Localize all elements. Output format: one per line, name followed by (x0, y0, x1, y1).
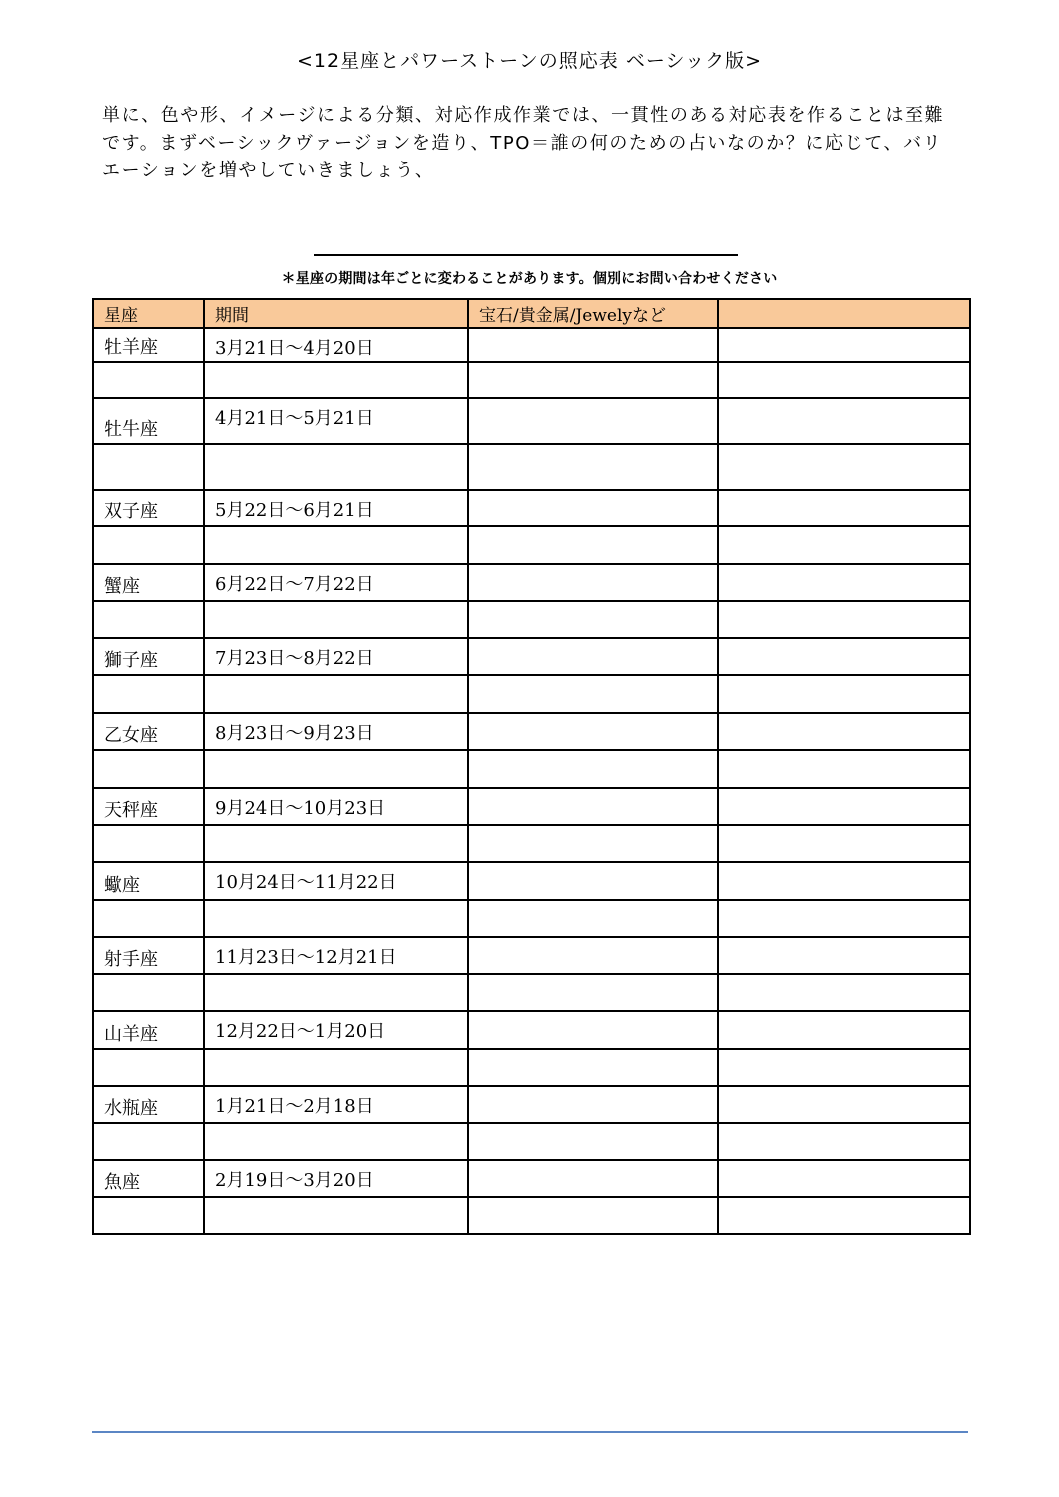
blank-cell (718, 974, 970, 1011)
blank-cell (718, 601, 970, 638)
table-row-blank (93, 362, 970, 398)
stone-cell (468, 398, 718, 444)
sign-cell: 水瓶座 (93, 1086, 204, 1123)
stone-cell (468, 328, 718, 362)
period-cell: 7月23日〜8月22日 (204, 638, 468, 675)
table-row-blank (93, 825, 970, 862)
blank-cell (93, 1123, 204, 1160)
extra-cell (718, 1086, 970, 1123)
blank-cell (718, 1123, 970, 1160)
blank-cell (718, 362, 970, 398)
blank-cell (718, 1049, 970, 1086)
table-row (93, 1160, 970, 1197)
intro-paragraph: 単に、色や形、イメージによる分類、対応作成作業では、一貫性のある対応表を作ることは至難です。まずベーシックヴァージョンを造り、TPO＝誰の何のための占いなのか？に応じて、バリエーションを増やしていきましょう、 (102, 105, 945, 181)
sign-cell: 双子座 (93, 490, 204, 526)
table-header-row (93, 299, 970, 328)
blank-cell (718, 526, 970, 564)
table-row-blank (93, 1049, 970, 1086)
blank-cell (468, 601, 718, 638)
table-row-blank (93, 1197, 970, 1234)
period-cell: 10月24日〜11月22日 (204, 862, 468, 900)
blank-cell (718, 825, 970, 862)
stone-cell (468, 1160, 718, 1197)
table-row (93, 937, 970, 974)
blank-cell (204, 825, 468, 862)
stone-cell (468, 1086, 718, 1123)
table-row-blank (93, 601, 970, 638)
period-cell: 9月24日〜10月23日 (204, 788, 468, 825)
table-row (93, 1086, 970, 1123)
period-cell: 5月22日〜6月21日 (204, 490, 468, 526)
extra-cell (718, 862, 970, 900)
blank-cell (468, 675, 718, 713)
blank-cell (93, 825, 204, 862)
table-row-blank (93, 675, 970, 713)
table-row-blank (93, 444, 970, 490)
table-row (93, 328, 970, 362)
blank-cell (204, 1123, 468, 1160)
blank-cell (204, 974, 468, 1011)
blank-cell (93, 900, 204, 937)
extra-cell (718, 328, 970, 362)
blank-cell (718, 1197, 970, 1234)
table-row-blank (93, 750, 970, 788)
table-row-blank (93, 1123, 970, 1160)
table-row-blank (93, 526, 970, 564)
sign-cell: 蟹座 (93, 564, 204, 601)
divider-line (314, 254, 738, 256)
extra-cell (718, 638, 970, 675)
blank-cell (204, 675, 468, 713)
blank-cell (718, 750, 970, 788)
table-row (93, 564, 970, 601)
extra-cell (718, 490, 970, 526)
blank-cell (204, 601, 468, 638)
sign-cell: 牡羊座 (93, 328, 204, 362)
blank-cell (468, 526, 718, 564)
sign-cell: 蠍座 (93, 862, 204, 900)
blank-cell (93, 362, 204, 398)
blank-cell (468, 974, 718, 1011)
blank-cell (93, 974, 204, 1011)
blank-cell (93, 526, 204, 564)
blank-cell (468, 1123, 718, 1160)
blank-cell (718, 444, 970, 490)
blank-cell (718, 675, 970, 713)
blank-cell (468, 825, 718, 862)
header-extra (718, 299, 970, 328)
header-stones: 宝石/貴金属/Jewelyなど (468, 299, 718, 328)
blank-cell (204, 526, 468, 564)
table-row (93, 398, 970, 444)
blank-cell (468, 900, 718, 937)
period-cell: 11月23日〜12月21日 (204, 937, 468, 974)
blank-cell (93, 1197, 204, 1234)
blank-cell (468, 1197, 718, 1234)
blank-cell (204, 1197, 468, 1234)
stone-cell (468, 937, 718, 974)
header-sign: 星座 (93, 299, 204, 328)
period-cell: 4月21日〜5月21日 (204, 398, 468, 444)
stone-cell (468, 638, 718, 675)
table-row (93, 862, 970, 900)
extra-cell (718, 937, 970, 974)
blank-cell (204, 1049, 468, 1086)
extra-cell (718, 713, 970, 750)
correspondence-table (92, 298, 971, 1235)
stone-cell (468, 1011, 718, 1049)
table-row (93, 788, 970, 825)
extra-cell (718, 788, 970, 825)
table-row (93, 1011, 970, 1049)
table-row (93, 713, 970, 750)
blank-cell (718, 900, 970, 937)
blank-cell (468, 1049, 718, 1086)
extra-cell (718, 1011, 970, 1049)
period-note: ＊星座の期間は年ごとに変わることがあります。個別にお問い合わせください (281, 271, 778, 287)
period-cell: 12月22日〜1月20日 (204, 1011, 468, 1049)
period-cell: 8月23日〜9月23日 (204, 713, 468, 750)
blank-cell (468, 444, 718, 490)
sign-cell: 魚座 (93, 1160, 204, 1197)
sign-cell: 天秤座 (93, 788, 204, 825)
table-row (93, 490, 970, 526)
extra-cell (718, 398, 970, 444)
page-title: <12星座とパワーストーンの照応表 ベーシック版> (297, 50, 762, 72)
blank-cell (204, 362, 468, 398)
blank-cell (204, 750, 468, 788)
table-row-blank (93, 900, 970, 937)
blank-cell (204, 900, 468, 937)
period-cell: 3月21日〜4月20日 (204, 328, 468, 362)
blank-cell (93, 601, 204, 638)
stone-cell (468, 788, 718, 825)
blank-cell (93, 1049, 204, 1086)
period-cell: 1月21日〜2月18日 (204, 1086, 468, 1123)
sign-cell: 山羊座 (93, 1011, 204, 1049)
footer-line (92, 1431, 968, 1433)
sign-cell: 獅子座 (93, 638, 204, 675)
sign-cell: 乙女座 (93, 713, 204, 750)
sign-cell: 射手座 (93, 937, 204, 974)
sign-cell: 牡牛座 (93, 398, 204, 444)
period-cell: 2月19日〜3月20日 (204, 1160, 468, 1197)
stone-cell (468, 862, 718, 900)
header-period: 期間 (204, 299, 468, 328)
blank-cell (93, 675, 204, 713)
blank-cell (204, 444, 468, 490)
table-row-blank (93, 974, 970, 1011)
blank-cell (93, 750, 204, 788)
stone-cell (468, 564, 718, 601)
blank-cell (468, 750, 718, 788)
table-row (93, 638, 970, 675)
stone-cell (468, 713, 718, 750)
extra-cell (718, 564, 970, 601)
blank-cell (468, 362, 718, 398)
extra-cell (718, 1160, 970, 1197)
stone-cell (468, 490, 718, 526)
period-cell: 6月22日〜7月22日 (204, 564, 468, 601)
blank-cell (93, 444, 204, 490)
